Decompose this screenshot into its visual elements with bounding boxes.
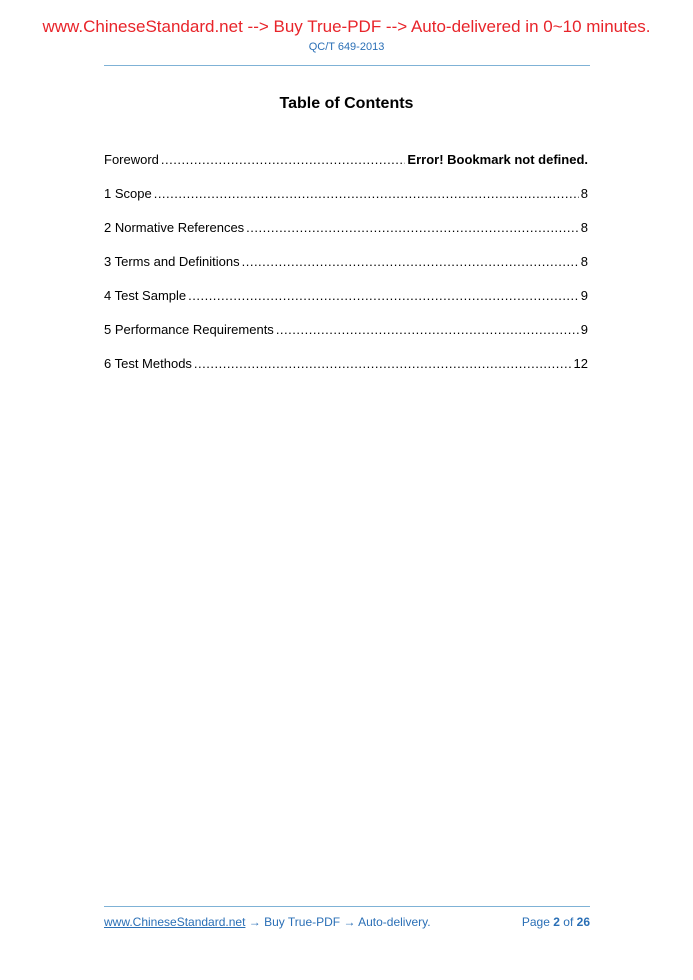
toc-entry-label: Foreword bbox=[104, 152, 159, 167]
page-label: Page bbox=[521, 915, 550, 929]
dot-leader bbox=[154, 186, 579, 201]
page-indicator bbox=[522, 915, 590, 929]
toc-title: Table of Contents bbox=[279, 95, 414, 112]
footer-site-link[interactable]: www.ChineseStandard.net bbox=[104, 915, 246, 929]
toc-entry-page: 8 bbox=[580, 186, 588, 201]
toc-entry-terms-definitions[interactable] bbox=[104, 254, 588, 288]
dot-leader bbox=[246, 220, 579, 235]
dot-leader bbox=[194, 356, 572, 371]
table-of-contents bbox=[104, 152, 588, 390]
toc-entry-foreword[interactable] bbox=[104, 152, 588, 186]
toc-entry-page: 8 bbox=[580, 220, 588, 235]
toc-entry-label: 4 Test Sample bbox=[104, 288, 187, 303]
page-of-label: of bbox=[563, 915, 574, 929]
document-code: QC/T 649-2013 bbox=[308, 41, 385, 53]
toc-entry-label: 5 Performance Requirements bbox=[104, 322, 274, 337]
dot-leader bbox=[188, 288, 579, 303]
dot-leader bbox=[276, 322, 579, 337]
dot-leader bbox=[161, 152, 406, 167]
toc-entry-page: 8 bbox=[580, 254, 588, 269]
promo-banner[interactable]: www.ChineseStandard.net --> Buy True-PDF --> Auto-delivered in 0~10 minutes. bbox=[42, 17, 651, 36]
toc-entry-page: 9 bbox=[580, 288, 588, 303]
toc-entry-performance-requirements[interactable] bbox=[104, 322, 588, 356]
toc-entry-test-sample[interactable] bbox=[104, 288, 588, 322]
toc-entry-page: 12 bbox=[573, 356, 588, 371]
footer-promo-text: → Buy True-PDF → Auto-delivery. bbox=[245, 915, 431, 929]
toc-entry-label: 6 Test Methods bbox=[104, 356, 192, 371]
toc-entry-test-methods[interactable] bbox=[104, 356, 588, 390]
total-page-number: 26 bbox=[576, 915, 590, 929]
toc-entry-label: 1 Scope bbox=[104, 186, 152, 201]
toc-entry-scope[interactable] bbox=[104, 186, 588, 220]
current-page-number: 2 bbox=[553, 915, 560, 929]
header-divider bbox=[104, 65, 590, 66]
dot-leader bbox=[242, 254, 579, 269]
toc-entry-label: 3 Terms and Definitions bbox=[104, 254, 240, 269]
toc-entry-normative-references[interactable] bbox=[104, 220, 588, 254]
toc-entry-page: Error! Bookmark not defined. bbox=[407, 152, 588, 167]
footer-divider bbox=[104, 906, 590, 907]
toc-entry-label: 2 Normative References bbox=[104, 220, 245, 235]
toc-entry-page: 9 bbox=[580, 322, 588, 337]
footer-promo bbox=[104, 915, 431, 929]
